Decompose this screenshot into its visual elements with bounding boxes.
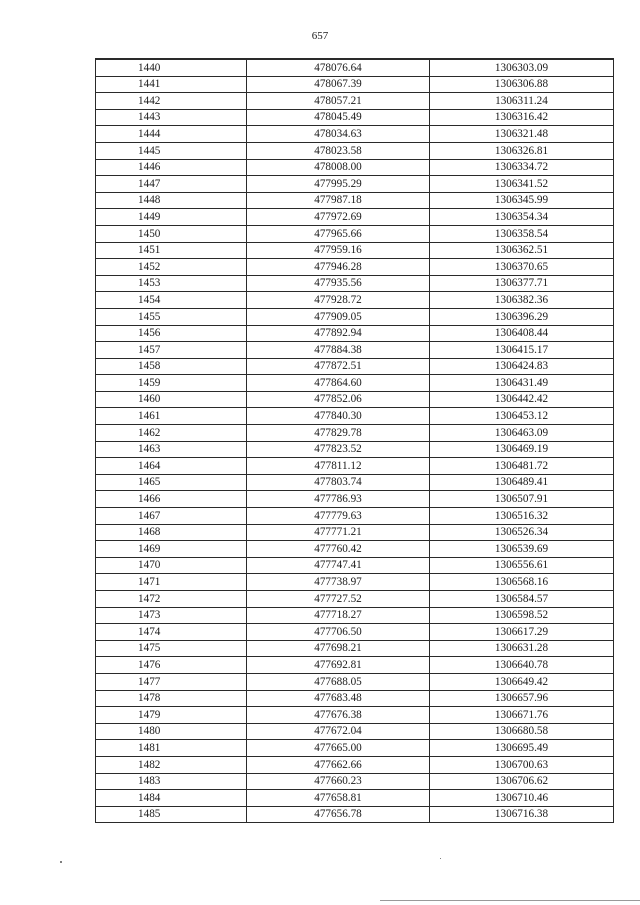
x-coordinate-cell: 477829.78 bbox=[247, 425, 430, 442]
point-number-cell: 1468 bbox=[96, 524, 247, 541]
y-coordinate-cell: 1306453.12 bbox=[430, 408, 614, 425]
x-coordinate-cell: 477864.60 bbox=[247, 375, 430, 392]
scan-speck bbox=[440, 858, 441, 859]
x-coordinate-cell: 478057.21 bbox=[247, 93, 430, 110]
point-number-cell: 1467 bbox=[96, 508, 247, 525]
point-number-cell: 1477 bbox=[96, 673, 247, 690]
x-coordinate-cell: 477884.38 bbox=[247, 342, 430, 359]
table-row bbox=[96, 458, 614, 475]
table-row bbox=[96, 126, 614, 143]
y-coordinate-cell: 1306680.58 bbox=[430, 723, 614, 740]
x-coordinate-cell: 478023.58 bbox=[247, 142, 430, 159]
x-coordinate-cell: 477718.27 bbox=[247, 607, 430, 624]
point-number-cell: 1463 bbox=[96, 441, 247, 458]
point-number-cell: 1462 bbox=[96, 425, 247, 442]
x-coordinate-cell: 477760.42 bbox=[247, 541, 430, 558]
x-coordinate-cell: 477872.51 bbox=[247, 358, 430, 375]
point-number-cell: 1451 bbox=[96, 242, 247, 259]
table-row bbox=[96, 541, 614, 558]
y-coordinate-cell: 1306584.57 bbox=[430, 591, 614, 608]
table-row bbox=[96, 508, 614, 525]
point-number-cell: 1475 bbox=[96, 640, 247, 657]
x-coordinate-cell: 477727.52 bbox=[247, 591, 430, 608]
x-coordinate-cell: 477688.05 bbox=[247, 673, 430, 690]
table-row bbox=[96, 640, 614, 657]
x-coordinate-cell: 477660.23 bbox=[247, 773, 430, 790]
point-number-cell: 1472 bbox=[96, 591, 247, 608]
table-row bbox=[96, 441, 614, 458]
y-coordinate-cell: 1306617.29 bbox=[430, 624, 614, 641]
x-coordinate-cell: 477747.41 bbox=[247, 557, 430, 574]
table-row bbox=[96, 292, 614, 309]
table-row bbox=[96, 624, 614, 641]
x-coordinate-cell: 477676.38 bbox=[247, 707, 430, 724]
x-coordinate-cell: 477698.21 bbox=[247, 640, 430, 657]
point-number-cell: 1482 bbox=[96, 756, 247, 773]
y-coordinate-cell: 1306377.71 bbox=[430, 275, 614, 292]
point-number-cell: 1483 bbox=[96, 773, 247, 790]
y-coordinate-cell: 1306362.51 bbox=[430, 242, 614, 259]
x-coordinate-cell: 477946.28 bbox=[247, 259, 430, 276]
page-edge-line bbox=[380, 900, 640, 901]
y-coordinate-cell: 1306489.41 bbox=[430, 474, 614, 491]
x-coordinate-cell: 477692.81 bbox=[247, 657, 430, 674]
coordinate-table bbox=[95, 58, 614, 823]
x-coordinate-cell: 477786.93 bbox=[247, 491, 430, 508]
point-number-cell: 1443 bbox=[96, 109, 247, 126]
point-number-cell: 1449 bbox=[96, 209, 247, 226]
x-coordinate-cell: 477892.94 bbox=[247, 325, 430, 342]
y-coordinate-cell: 1306631.28 bbox=[430, 640, 614, 657]
y-coordinate-cell: 1306345.99 bbox=[430, 192, 614, 209]
y-coordinate-cell: 1306354.34 bbox=[430, 209, 614, 226]
table-row bbox=[96, 740, 614, 757]
y-coordinate-cell: 1306306.88 bbox=[430, 76, 614, 93]
y-coordinate-cell: 1306303.09 bbox=[430, 59, 614, 76]
point-number-cell: 1484 bbox=[96, 790, 247, 807]
y-coordinate-cell: 1306358.54 bbox=[430, 225, 614, 242]
table-row bbox=[96, 76, 614, 93]
x-coordinate-cell: 477965.66 bbox=[247, 225, 430, 242]
y-coordinate-cell: 1306382.36 bbox=[430, 292, 614, 309]
table-row bbox=[96, 375, 614, 392]
table-row bbox=[96, 391, 614, 408]
x-coordinate-cell: 477823.52 bbox=[247, 441, 430, 458]
y-coordinate-cell: 1306507.91 bbox=[430, 491, 614, 508]
x-coordinate-cell: 477656.78 bbox=[247, 806, 430, 823]
x-coordinate-cell: 477909.05 bbox=[247, 308, 430, 325]
x-coordinate-cell: 478034.63 bbox=[247, 126, 430, 143]
y-coordinate-cell: 1306396.29 bbox=[430, 308, 614, 325]
point-number-cell: 1455 bbox=[96, 308, 247, 325]
table-row bbox=[96, 756, 614, 773]
page-number: 657 bbox=[311, 30, 329, 42]
table-row bbox=[96, 142, 614, 159]
table-row bbox=[96, 673, 614, 690]
point-number-cell: 1450 bbox=[96, 225, 247, 242]
point-number-cell: 1440 bbox=[96, 59, 247, 76]
x-coordinate-cell: 478067.39 bbox=[247, 76, 430, 93]
y-coordinate-cell: 1306334.72 bbox=[430, 159, 614, 176]
y-coordinate-cell: 1306326.81 bbox=[430, 142, 614, 159]
table-row bbox=[96, 491, 614, 508]
table-row bbox=[96, 591, 614, 608]
y-coordinate-cell: 1306556.61 bbox=[430, 557, 614, 574]
y-coordinate-cell: 1306657.96 bbox=[430, 690, 614, 707]
x-coordinate-cell: 477771.21 bbox=[247, 524, 430, 541]
point-number-cell: 1456 bbox=[96, 325, 247, 342]
y-coordinate-cell: 1306539.69 bbox=[430, 541, 614, 558]
point-number-cell: 1465 bbox=[96, 474, 247, 491]
table-row bbox=[96, 242, 614, 259]
table-row bbox=[96, 159, 614, 176]
table-row bbox=[96, 259, 614, 276]
y-coordinate-cell: 1306671.76 bbox=[430, 707, 614, 724]
x-coordinate-cell: 478008.00 bbox=[247, 159, 430, 176]
point-number-cell: 1452 bbox=[96, 259, 247, 276]
y-coordinate-cell: 1306640.78 bbox=[430, 657, 614, 674]
x-coordinate-cell: 477995.29 bbox=[247, 176, 430, 193]
x-coordinate-cell: 477935.56 bbox=[247, 275, 430, 292]
table-row bbox=[96, 358, 614, 375]
table-row bbox=[96, 690, 614, 707]
x-coordinate-cell: 477987.18 bbox=[247, 192, 430, 209]
x-coordinate-cell: 477972.69 bbox=[247, 209, 430, 226]
point-number-cell: 1454 bbox=[96, 292, 247, 309]
table-row bbox=[96, 325, 614, 342]
table-row bbox=[96, 225, 614, 242]
y-coordinate-cell: 1306649.42 bbox=[430, 673, 614, 690]
y-coordinate-cell: 1306424.83 bbox=[430, 358, 614, 375]
table-row bbox=[96, 209, 614, 226]
point-number-cell: 1466 bbox=[96, 491, 247, 508]
point-number-cell: 1478 bbox=[96, 690, 247, 707]
y-coordinate-cell: 1306700.63 bbox=[430, 756, 614, 773]
y-coordinate-cell: 1306598.52 bbox=[430, 607, 614, 624]
y-coordinate-cell: 1306316.42 bbox=[430, 109, 614, 126]
y-coordinate-cell: 1306370.65 bbox=[430, 259, 614, 276]
point-number-cell: 1445 bbox=[96, 142, 247, 159]
x-coordinate-cell: 477803.74 bbox=[247, 474, 430, 491]
point-number-cell: 1458 bbox=[96, 358, 247, 375]
table-body bbox=[96, 59, 614, 823]
point-number-cell: 1485 bbox=[96, 806, 247, 823]
table-row bbox=[96, 59, 614, 76]
x-coordinate-cell: 477811.12 bbox=[247, 458, 430, 475]
y-coordinate-cell: 1306311.24 bbox=[430, 93, 614, 110]
y-coordinate-cell: 1306695.49 bbox=[430, 740, 614, 757]
y-coordinate-cell: 1306481.72 bbox=[430, 458, 614, 475]
table-row bbox=[96, 607, 614, 624]
y-coordinate-cell: 1306706.62 bbox=[430, 773, 614, 790]
point-number-cell: 1476 bbox=[96, 657, 247, 674]
table-row bbox=[96, 93, 614, 110]
point-number-cell: 1480 bbox=[96, 723, 247, 740]
table-row bbox=[96, 176, 614, 193]
x-coordinate-cell: 477928.72 bbox=[247, 292, 430, 309]
y-coordinate-cell: 1306431.49 bbox=[430, 375, 614, 392]
y-coordinate-cell: 1306526.34 bbox=[430, 524, 614, 541]
table-row bbox=[96, 474, 614, 491]
point-number-cell: 1469 bbox=[96, 541, 247, 558]
table-row bbox=[96, 806, 614, 823]
table-row bbox=[96, 773, 614, 790]
y-coordinate-cell: 1306716.38 bbox=[430, 806, 614, 823]
x-coordinate-cell: 477662.66 bbox=[247, 756, 430, 773]
x-coordinate-cell: 478045.49 bbox=[247, 109, 430, 126]
table-row bbox=[96, 557, 614, 574]
table-row bbox=[96, 275, 614, 292]
x-coordinate-cell: 477672.04 bbox=[247, 723, 430, 740]
scan-speck bbox=[60, 861, 62, 863]
x-coordinate-cell: 477706.50 bbox=[247, 624, 430, 641]
point-number-cell: 1479 bbox=[96, 707, 247, 724]
table-row bbox=[96, 707, 614, 724]
y-coordinate-cell: 1306568.16 bbox=[430, 574, 614, 591]
point-number-cell: 1461 bbox=[96, 408, 247, 425]
point-number-cell: 1471 bbox=[96, 574, 247, 591]
table-row bbox=[96, 342, 614, 359]
x-coordinate-cell: 477852.06 bbox=[247, 391, 430, 408]
y-coordinate-cell: 1306321.48 bbox=[430, 126, 614, 143]
x-coordinate-cell: 478076.64 bbox=[247, 59, 430, 76]
point-number-cell: 1453 bbox=[96, 275, 247, 292]
table-row bbox=[96, 425, 614, 442]
table-row bbox=[96, 408, 614, 425]
x-coordinate-cell: 477738.97 bbox=[247, 574, 430, 591]
point-number-cell: 1473 bbox=[96, 607, 247, 624]
point-number-cell: 1459 bbox=[96, 375, 247, 392]
y-coordinate-cell: 1306415.17 bbox=[430, 342, 614, 359]
point-number-cell: 1446 bbox=[96, 159, 247, 176]
point-number-cell: 1441 bbox=[96, 76, 247, 93]
y-coordinate-cell: 1306516.32 bbox=[430, 508, 614, 525]
y-coordinate-cell: 1306442.42 bbox=[430, 391, 614, 408]
x-coordinate-cell: 477840.30 bbox=[247, 408, 430, 425]
point-number-cell: 1457 bbox=[96, 342, 247, 359]
table-row bbox=[96, 790, 614, 807]
table-row bbox=[96, 308, 614, 325]
x-coordinate-cell: 477683.48 bbox=[247, 690, 430, 707]
x-coordinate-cell: 477658.81 bbox=[247, 790, 430, 807]
table-row bbox=[96, 657, 614, 674]
y-coordinate-cell: 1306341.52 bbox=[430, 176, 614, 193]
x-coordinate-cell: 477779.63 bbox=[247, 508, 430, 525]
table-row bbox=[96, 723, 614, 740]
point-number-cell: 1481 bbox=[96, 740, 247, 757]
y-coordinate-cell: 1306463.09 bbox=[430, 425, 614, 442]
point-number-cell: 1474 bbox=[96, 624, 247, 641]
point-number-cell: 1464 bbox=[96, 458, 247, 475]
point-number-cell: 1460 bbox=[96, 391, 247, 408]
table-row bbox=[96, 574, 614, 591]
point-number-cell: 1448 bbox=[96, 192, 247, 209]
x-coordinate-cell: 477665.00 bbox=[247, 740, 430, 757]
y-coordinate-cell: 1306469.19 bbox=[430, 441, 614, 458]
table-row bbox=[96, 109, 614, 126]
point-number-cell: 1470 bbox=[96, 557, 247, 574]
x-coordinate-cell: 477959.16 bbox=[247, 242, 430, 259]
point-number-cell: 1442 bbox=[96, 93, 247, 110]
point-number-cell: 1447 bbox=[96, 176, 247, 193]
table-row bbox=[96, 524, 614, 541]
point-number-cell: 1444 bbox=[96, 126, 247, 143]
table-row bbox=[96, 192, 614, 209]
y-coordinate-cell: 1306408.44 bbox=[430, 325, 614, 342]
y-coordinate-cell: 1306710.46 bbox=[430, 790, 614, 807]
